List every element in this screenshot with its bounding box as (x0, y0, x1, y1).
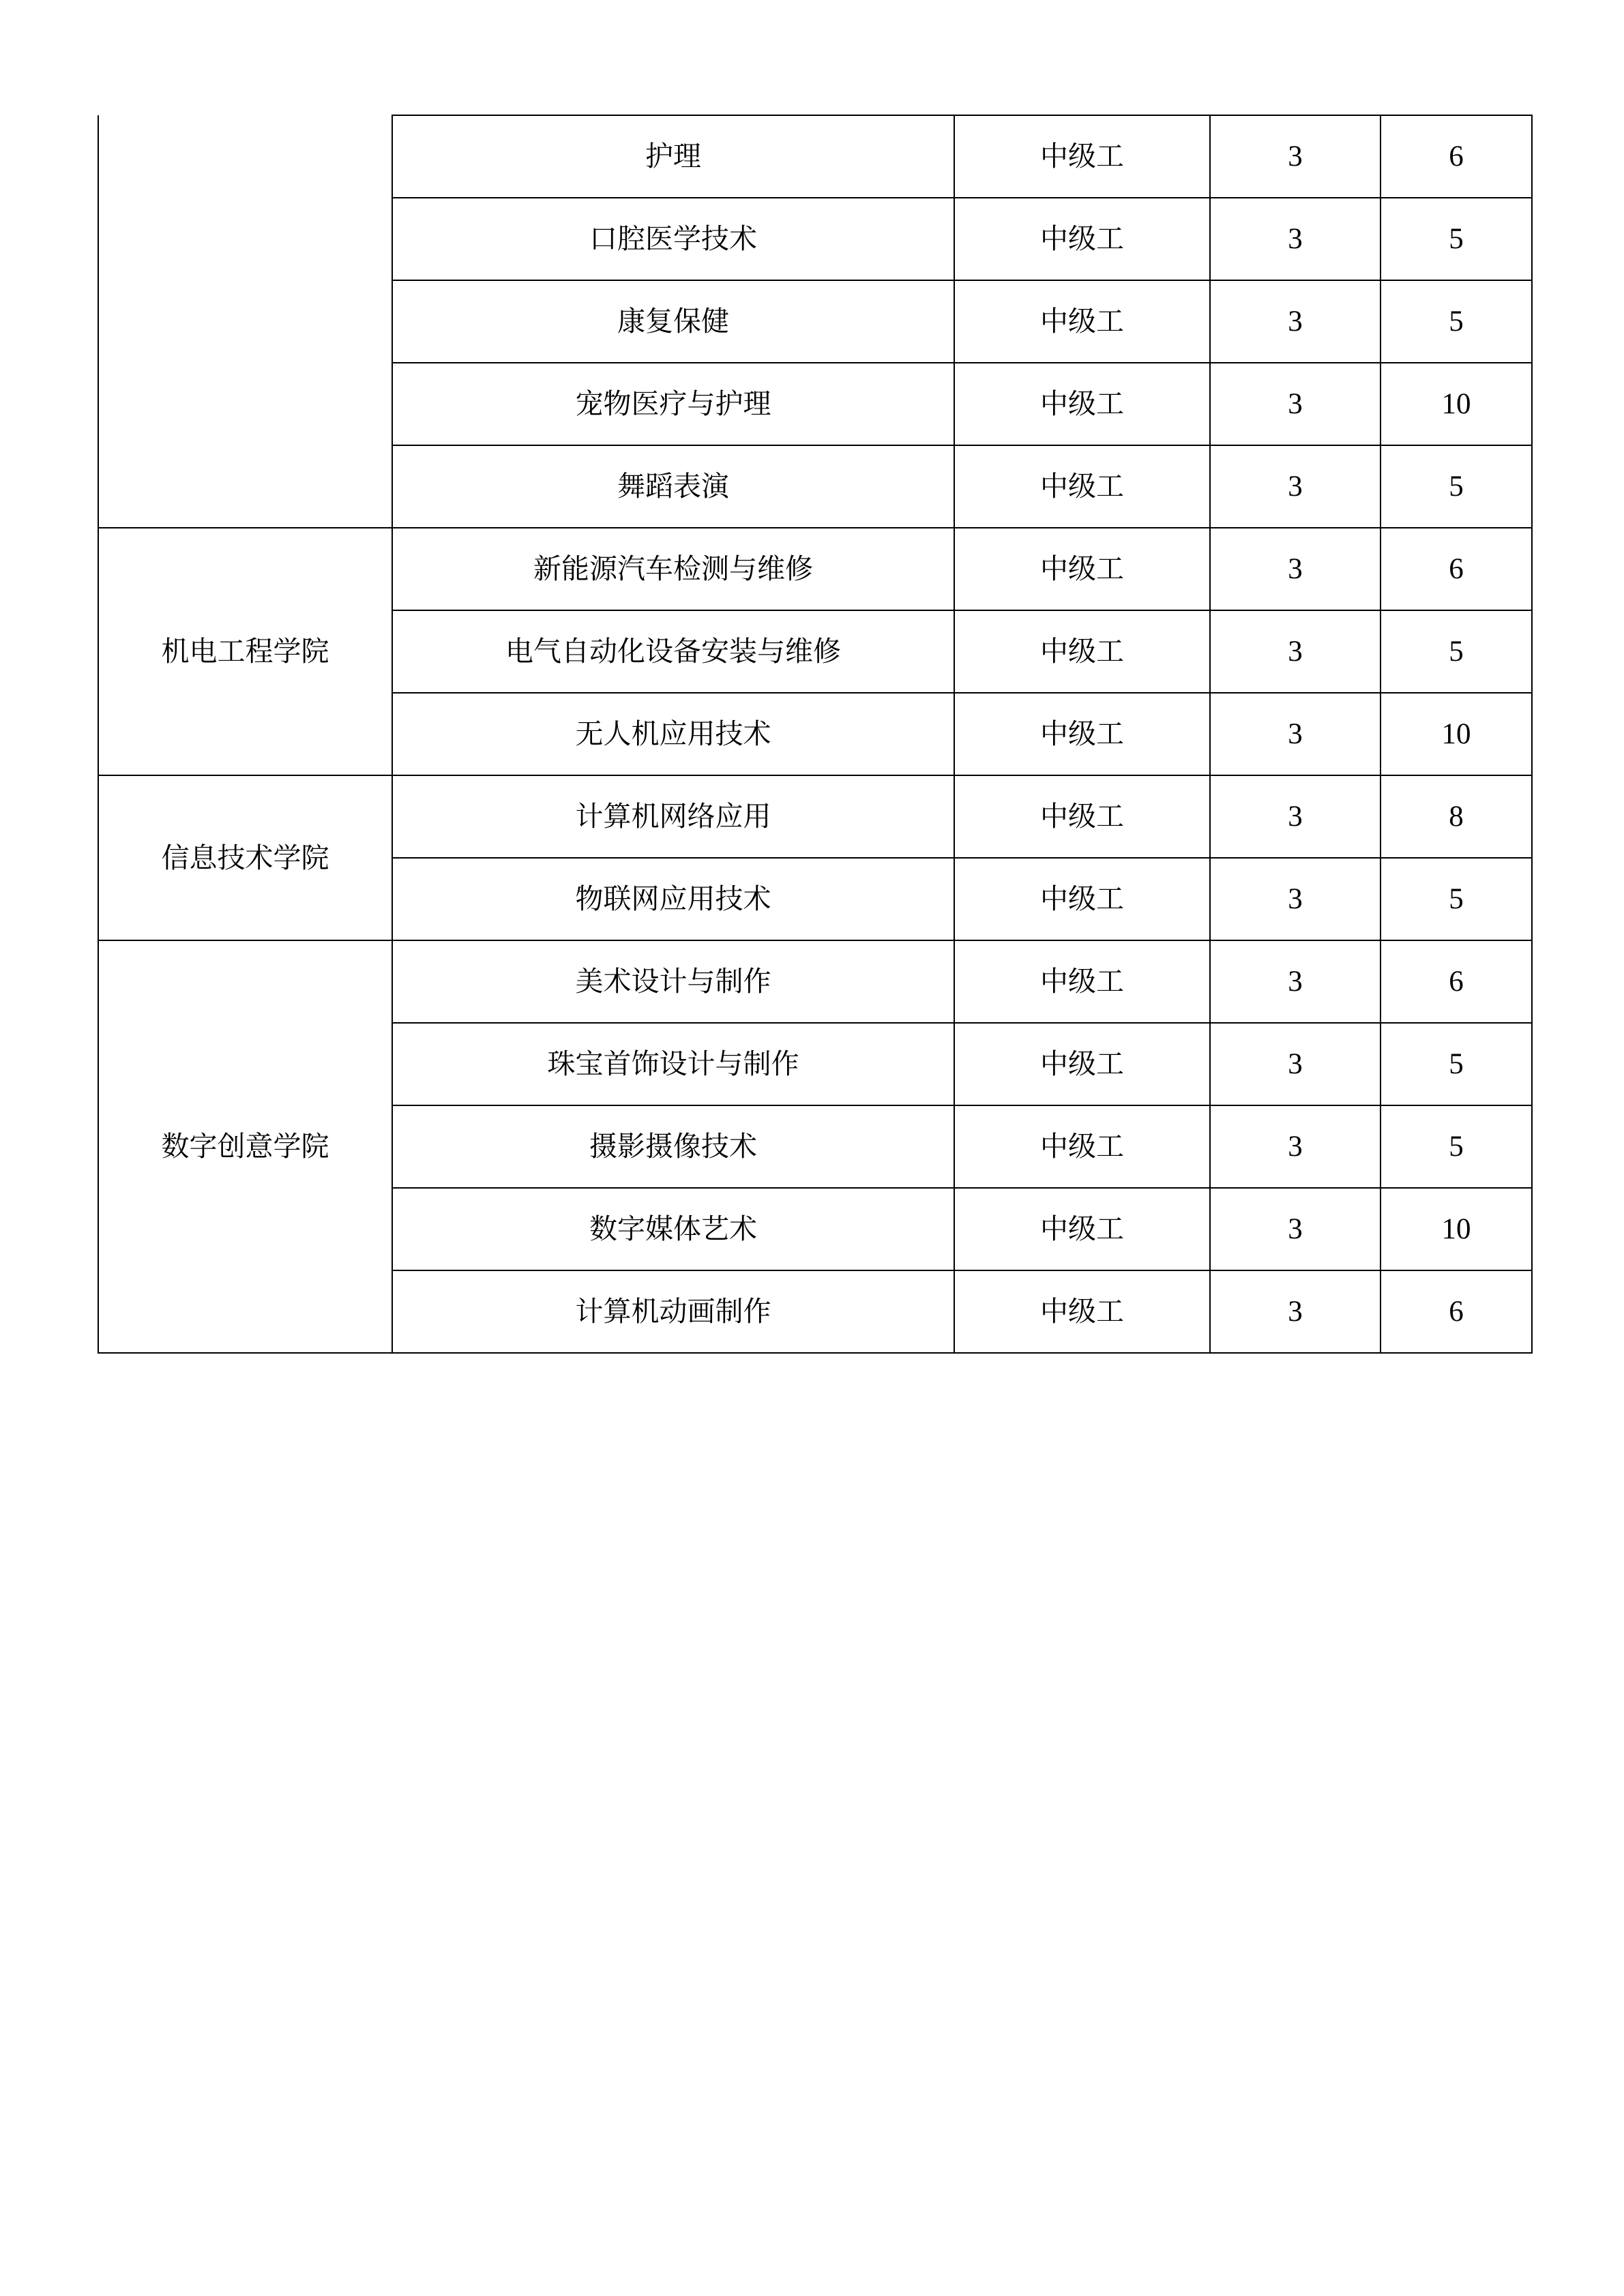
level-cell: 中级工 (954, 775, 1210, 858)
level-cell: 中级工 (954, 280, 1210, 363)
count-cell: 6 (1381, 1270, 1532, 1353)
table-row (98, 115, 1532, 198)
table-row (98, 775, 1532, 858)
years-cell: 3 (1210, 858, 1381, 940)
years-cell: 3 (1210, 775, 1381, 858)
years-cell: 3 (1210, 1188, 1381, 1270)
college-cell: 机电工程学院 (98, 528, 392, 775)
count-cell: 5 (1381, 280, 1532, 363)
majors-table (98, 115, 1533, 1354)
major-cell: 舞蹈表演 (392, 445, 954, 528)
college-cell: 信息技术学院 (98, 775, 392, 940)
major-cell: 计算机动画制作 (392, 1270, 954, 1353)
major-cell: 物联网应用技术 (392, 858, 954, 940)
level-cell: 中级工 (954, 858, 1210, 940)
count-cell: 10 (1381, 693, 1532, 775)
major-cell: 美术设计与制作 (392, 940, 954, 1023)
level-cell: 中级工 (954, 1023, 1210, 1105)
count-cell: 5 (1381, 858, 1532, 940)
count-cell: 8 (1381, 775, 1532, 858)
college-cell: 数字创意学院 (98, 940, 392, 1353)
major-cell: 康复保健 (392, 280, 954, 363)
major-cell: 摄影摄像技术 (392, 1105, 954, 1188)
level-cell: 中级工 (954, 445, 1210, 528)
major-cell: 珠宝首饰设计与制作 (392, 1023, 954, 1105)
years-cell: 3 (1210, 198, 1381, 280)
years-cell: 3 (1210, 115, 1381, 198)
count-cell: 5 (1381, 610, 1532, 693)
level-cell: 中级工 (954, 115, 1210, 198)
count-cell: 10 (1381, 363, 1532, 445)
major-cell: 新能源汽车检测与维修 (392, 528, 954, 610)
years-cell: 3 (1210, 280, 1381, 363)
count-cell: 5 (1381, 445, 1532, 528)
major-cell: 宠物医疗与护理 (392, 363, 954, 445)
count-cell: 10 (1381, 1188, 1532, 1270)
years-cell: 3 (1210, 1105, 1381, 1188)
level-cell: 中级工 (954, 610, 1210, 693)
major-cell: 口腔医学技术 (392, 198, 954, 280)
level-cell: 中级工 (954, 1188, 1210, 1270)
majors-table-body (98, 115, 1532, 1353)
years-cell: 3 (1210, 363, 1381, 445)
table-row (98, 528, 1532, 610)
level-cell: 中级工 (954, 363, 1210, 445)
level-cell: 中级工 (954, 1105, 1210, 1188)
major-cell: 数字媒体艺术 (392, 1188, 954, 1270)
college-cell (98, 115, 392, 528)
count-cell: 6 (1381, 115, 1532, 198)
years-cell: 3 (1210, 693, 1381, 775)
level-cell: 中级工 (954, 693, 1210, 775)
level-cell: 中级工 (954, 1270, 1210, 1353)
major-cell: 无人机应用技术 (392, 693, 954, 775)
years-cell: 3 (1210, 445, 1381, 528)
level-cell: 中级工 (954, 198, 1210, 280)
major-cell: 护理 (392, 115, 954, 198)
count-cell: 5 (1381, 198, 1532, 280)
table-row (98, 940, 1532, 1023)
major-cell: 计算机网络应用 (392, 775, 954, 858)
years-cell: 3 (1210, 1270, 1381, 1353)
years-cell: 3 (1210, 528, 1381, 610)
major-cell: 电气自动化设备安装与维修 (392, 610, 954, 693)
count-cell: 6 (1381, 528, 1532, 610)
count-cell: 5 (1381, 1023, 1532, 1105)
count-cell: 5 (1381, 1105, 1532, 1188)
level-cell: 中级工 (954, 528, 1210, 610)
count-cell: 6 (1381, 940, 1532, 1023)
level-cell: 中级工 (954, 940, 1210, 1023)
years-cell: 3 (1210, 610, 1381, 693)
years-cell: 3 (1210, 940, 1381, 1023)
years-cell: 3 (1210, 1023, 1381, 1105)
